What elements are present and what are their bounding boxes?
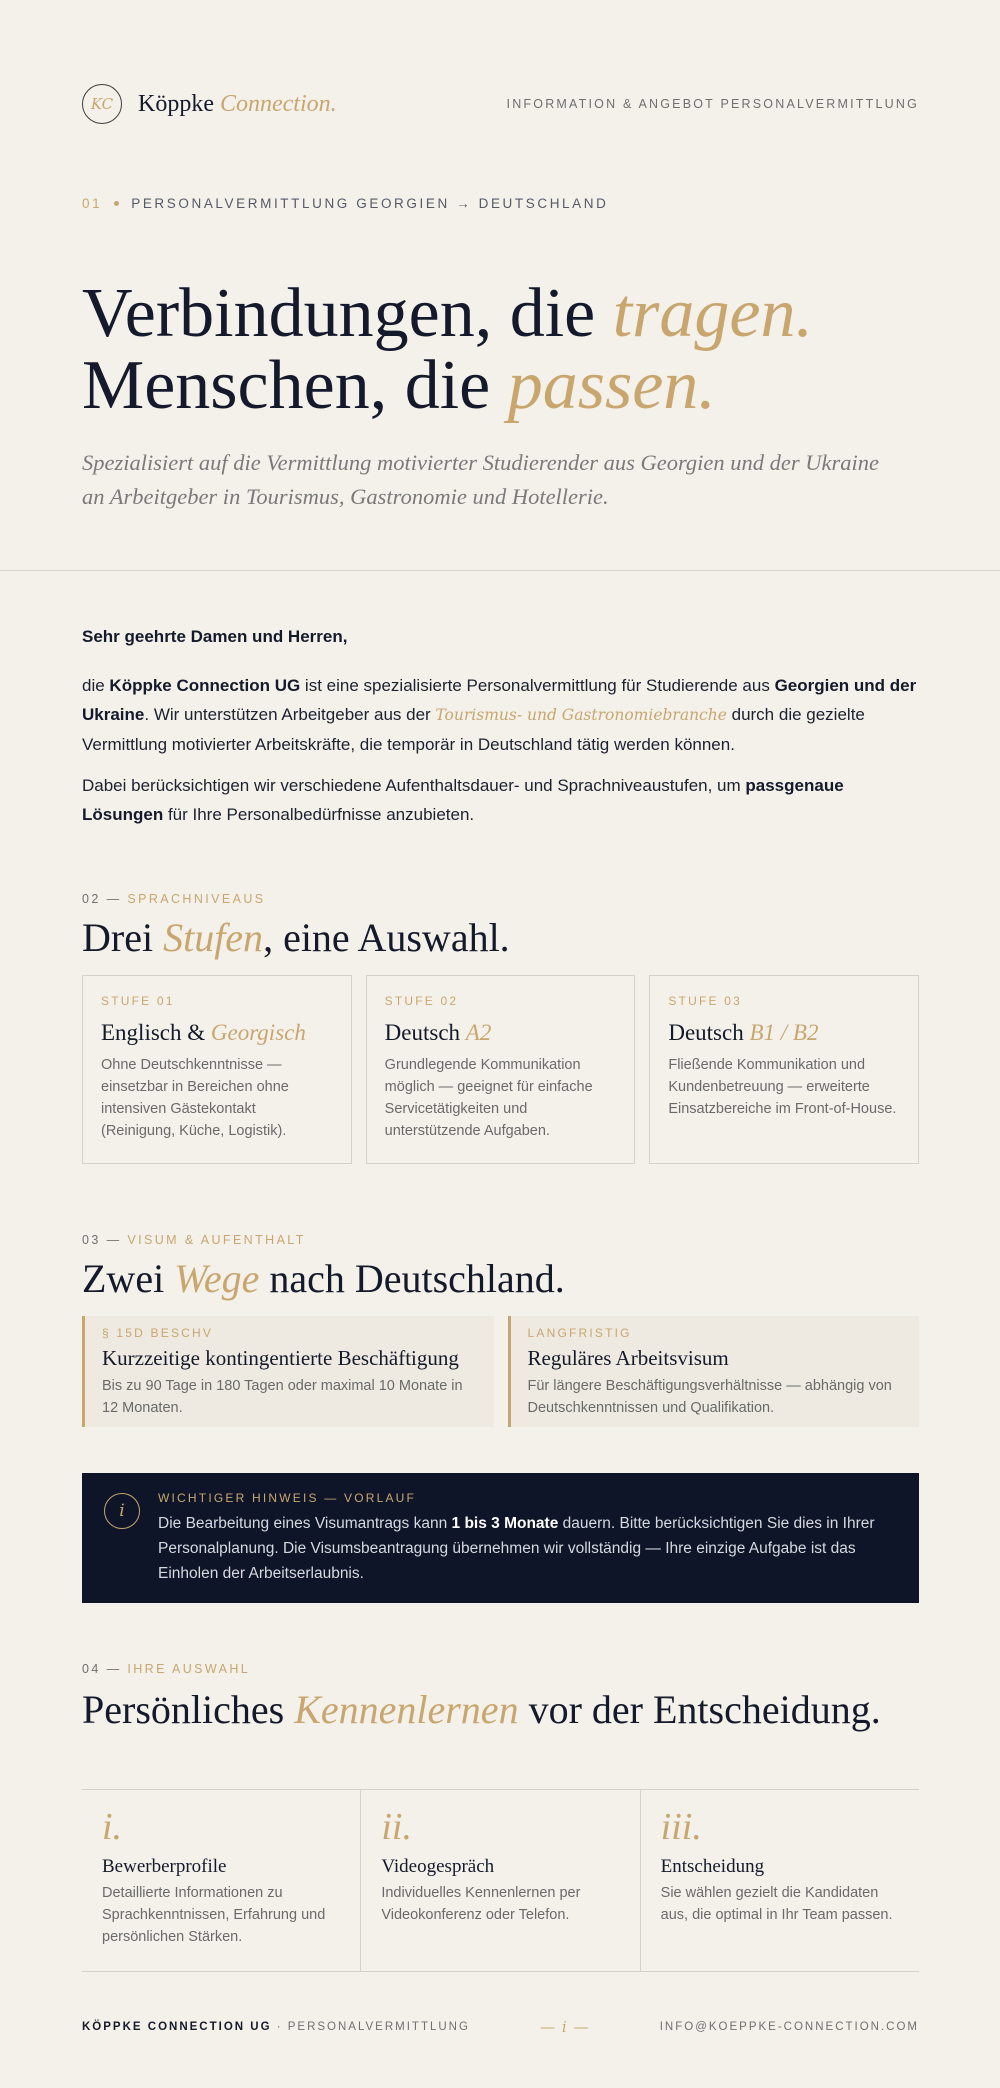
section-label-visa (82, 1233, 919, 1247)
route-title: Kurzzeitige kontingentierte Beschäftigung (102, 1346, 459, 1370)
notice-text (158, 1511, 897, 1586)
card-title (385, 1020, 617, 1046)
footer-company (82, 2021, 470, 2033)
card-title (668, 1020, 900, 1046)
section-divider (0, 570, 1000, 571)
route-text: Für längere Beschäftigungsverhältnisse — abhängig von Deutschkenntnissen und Qualifikation. (527, 1378, 892, 1416)
step-title: Bewerberprofile (102, 1856, 227, 1877)
hero-eyebrow (82, 196, 919, 211)
selection-step-1 (82, 1790, 361, 1971)
title-part-a: Persönliches (82, 1687, 295, 1732)
selection-steps (82, 1789, 919, 1972)
letter-greeting-text: Sehr geehrte Damen und Herren, (82, 627, 348, 646)
hero-subtitle: Spezialisiert auf die Vermittlung motivierter Studierender aus Georgien und der Ukraine an Arbeitgeber in Tourismus, Gastronomie und Hotellerie. (82, 450, 879, 509)
section-label-text: SPRACHNIVEAUS (127, 892, 266, 906)
info-icon: i (104, 1493, 140, 1529)
section-title-languages (82, 914, 919, 962)
card-label: STUFE 03 (668, 994, 742, 1008)
eyebrow-dot-icon (114, 201, 119, 206)
eyebrow-number: 01 (82, 196, 103, 211)
hero-line-1 (82, 275, 919, 352)
language-card-1 (82, 975, 352, 1164)
card-title-accent: Georgisch (210, 1020, 306, 1045)
visa-route-1 (82, 1316, 494, 1427)
notice-text-bold: 1 bis 3 Monate (451, 1515, 559, 1532)
visa-routes (82, 1316, 919, 1427)
route-label: § 15D BESCHV (102, 1326, 214, 1340)
card-title-accent: A2 (465, 1020, 492, 1045)
p2-bold: passgenaue Lösungen (82, 776, 844, 824)
step-number: i. (102, 1806, 123, 1848)
notice-label: WICHTIGER HINWEIS — VORLAUF (158, 1491, 417, 1505)
language-card-2 (366, 975, 636, 1164)
title-part-a: Zwei (82, 1256, 175, 1301)
header-nav-text: INFORMATION & ANGEBOT PERSONALVERMITTLUNG (506, 97, 919, 111)
footer-company-name: KÖPPKE CONNECTION UG (82, 2021, 272, 2033)
footer-company-suffix: · PERSONALVERMITTLUNG (271, 2021, 470, 2033)
footer-page-number: — i — (540, 2018, 590, 2036)
section-title-selection (82, 1686, 919, 1734)
section-label-text: VISUM & AUFENTHALT (127, 1233, 306, 1247)
notice-text-b: dauern. Bitte berücksichtigen Sie dies in Ihrer Personalplanung. Die Visumsbeantragung übernehmen wir vollständig — Ihre einzige Aufgabe ist das Einholen der Arbeitserlaubnis. (158, 1515, 875, 1582)
title-accent: Stufen (163, 915, 264, 960)
p1-company: Köppke Connection UG (109, 676, 301, 695)
card-title-text: Deutsch (668, 1020, 750, 1045)
brand-name-main: Köppke (138, 90, 214, 117)
letter-paragraph-1 (82, 671, 919, 759)
page-footer (82, 2018, 919, 2036)
eyebrow-text: PERSONALVERMITTLUNG GEORGIEN → DEUTSCHLAND (131, 196, 609, 211)
p1-text-a: die (82, 676, 110, 695)
hero-headline (82, 275, 919, 424)
card-text: Fließende Kommunikation und Kundenbetreuung — erweiterte Einsatzbereiche im Front-of-House. (668, 1057, 897, 1117)
section-title-visa (82, 1255, 919, 1303)
logo-monogram-icon: KC (82, 84, 122, 124)
title-part-c: , eine Auswahl. (263, 915, 510, 960)
step-number: iii. (660, 1806, 702, 1848)
p1-text-c: . Wir unterstützen Arbeitgeber aus der (144, 705, 436, 724)
step-text: Detaillierte Informationen zu Sprachkenntnissen, Erfahrung und persönlichen Stärken. (102, 1885, 326, 1945)
language-level-cards (82, 975, 919, 1164)
brand-name (138, 91, 337, 118)
language-card-3 (649, 975, 919, 1164)
card-title-text: Englisch & (101, 1020, 211, 1045)
step-title: Videogespräch (381, 1856, 495, 1877)
card-label: STUFE 01 (101, 994, 175, 1008)
selection-step-2 (361, 1790, 640, 1971)
card-title-text: Deutsch (384, 1020, 466, 1045)
title-part-a: Drei (82, 915, 164, 960)
p1-branch: Tourismus- und Gastronomiebranche (435, 706, 727, 724)
p1-countries: Georgien und der Ukraine (82, 676, 917, 724)
brand-name-accent: Connection. (219, 90, 337, 117)
section-label-languages (82, 892, 919, 906)
letter-paragraph-2 (82, 771, 919, 829)
p1-text-d: durch die gezielte Vermittlung motivierter Arbeitskräfte, die temporär in Deutschland tätig werden können. (82, 705, 865, 754)
page-header (82, 82, 919, 126)
step-number: ii. (381, 1806, 412, 1848)
route-title: Reguläres Arbeitsvisum (527, 1346, 729, 1370)
section-label-text: IHRE AUSWAHL (127, 1662, 251, 1676)
visa-route-2 (508, 1316, 920, 1427)
hero-line-1-text: Verbindungen, die (82, 275, 613, 352)
card-label: STUFE 02 (384, 994, 459, 1008)
important-notice (82, 1473, 919, 1603)
hero-line-1-accent: tragen. (612, 275, 813, 352)
section-number: 02 — (82, 892, 122, 906)
step-text: Sie wählen gezielt die Kandidaten aus, die optimal in Ihr Team passen. (660, 1885, 893, 1923)
section-number: 04 — (82, 1662, 122, 1676)
title-part-c: nach Deutschland. (259, 1256, 565, 1301)
card-title (101, 1020, 333, 1046)
intro-letter (82, 622, 919, 841)
footer-email-link[interactable]: INFO@KOEPPKE-CONNECTION.COM (659, 2021, 919, 2033)
p2-text-a: Dabei berücksichtigen wir verschiedene Aufenthaltsdauer- und Sprachniveaustufen, um (82, 776, 746, 795)
card-text: Ohne Deutschkenntnisse — einsetzbar in Bereichen ohne intensiven Gästekontakt (Reinigung, Küche, Logistik). (101, 1057, 289, 1139)
step-text: Individuelles Kennenlernen per Videokonferenz oder Telefon. (381, 1885, 581, 1923)
title-part-c: vor der Entscheidung. (518, 1687, 881, 1732)
notice-text-a: Die Bearbeitung eines Visumantrags kann (158, 1515, 452, 1532)
card-text: Grundlegende Kommunikation möglich — geeignet für einfache Servicetätigkeiten und unterstützende Aufgaben. (384, 1057, 593, 1139)
hero-line-2 (82, 347, 919, 424)
card-title-accent: B1 / B2 (749, 1020, 819, 1045)
title-accent: Kennenlernen (294, 1687, 519, 1732)
route-text: Bis zu 90 Tage in 180 Tagen oder maximal 10 Monate in 12 Monaten. (102, 1378, 463, 1416)
route-label: LANGFRISTIG (527, 1326, 632, 1340)
step-title: Entscheidung (660, 1856, 765, 1877)
section-number: 03 — (82, 1233, 122, 1247)
section-label-selection (82, 1662, 919, 1676)
hero-line-2-accent: passen. (507, 347, 716, 424)
p1-text-b: ist eine spezialisierte Personalvermittlung für Studierende aus (300, 676, 775, 695)
p2-text-b: für Ihre Personalbedürfnisse anzubieten. (163, 805, 475, 824)
hero-line-2-text: Menschen, die (82, 347, 508, 424)
letter-greeting (82, 622, 919, 651)
brand[interactable] (82, 84, 337, 124)
title-accent: Wege (174, 1256, 260, 1301)
selection-step-3 (641, 1790, 919, 1971)
